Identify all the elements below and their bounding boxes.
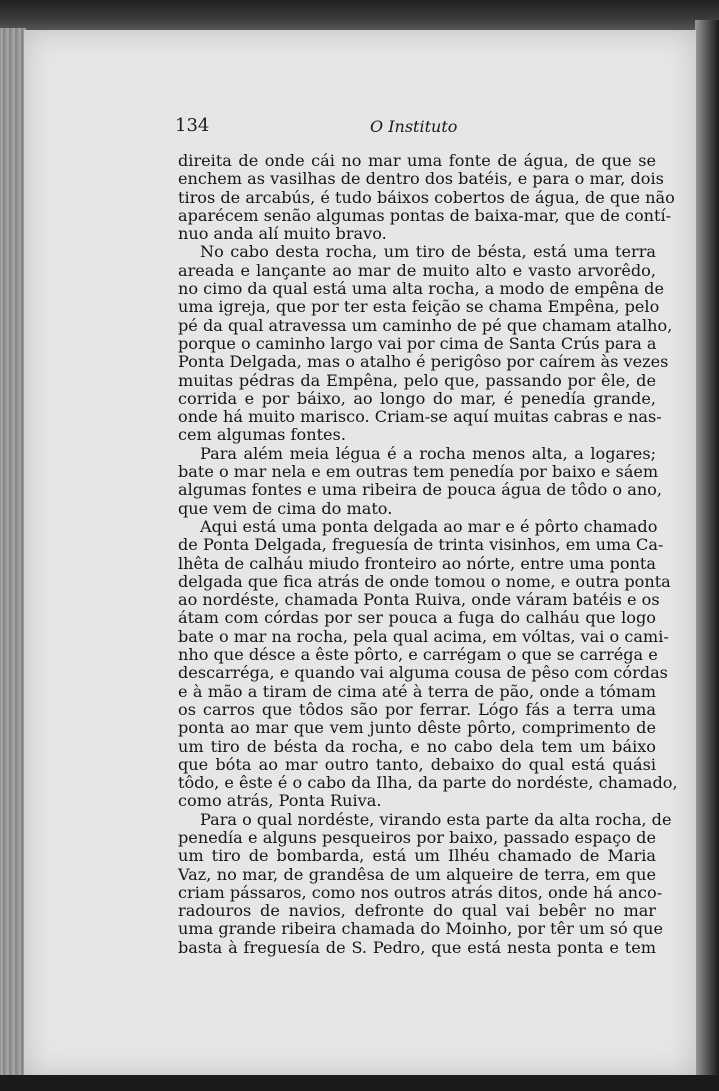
text-line: Aqui está uma ponta delgada ao mar e é pôrto chamado [200,516,658,536]
text-line: Vaz, no mar, de grandêsa de um alqueire de terra, em que [178,864,656,884]
text-line: que bóta ao mar outro tanto, debaixo do qual está quási [178,754,656,774]
book-top-edge [0,0,719,30]
book-bottom-edge [0,1075,719,1091]
text-line: muitas pédras da Empêna, pelo que, passando por êle, de [178,370,656,390]
text-line: bate o mar nela e em outras tem penedía por baixo e sáem [178,462,659,482]
text-line: enchem as vasilhas de dentro dos batéis, e para o mar, dois [178,169,664,189]
text-line: algumas fontes e uma ribeira de pouca água de tôdo o ano, [178,480,662,500]
book-spine-shadow-right [695,20,719,1091]
text-line: de Ponta Delgada, freguesía de trinta visinhos, em uma Ca- [178,535,664,555]
text-line: corrida e por báixo, ao longo do mar, é penedía grande, [178,388,656,408]
body-text [178,151,678,957]
text-line: no cimo da qual está uma alta rocha, a modo de empêna de [178,279,664,299]
text-line: que vem de cima do mato. [178,498,393,518]
text-line: Para além meia légua é a rocha menos alta, a logares; [200,443,656,463]
text-line: nho que désce a êste pôrto, e carrégam o que se carréga e [178,645,658,665]
text-line: criam pássaros, como nos outros atrás ditos, onde há anco- [178,882,663,902]
text-line: porque o caminho largo vai por cima de Santa Crús para a [178,333,657,353]
text-line: ponta ao mar que vem junto dêste pôrto, comprimento de [178,718,656,738]
paragraph [178,809,672,957]
page-header [175,115,657,141]
text-line: pé da qual atravessa um caminho de pé que chamam atalho, [178,315,673,335]
text-line: um tiro de bombarda, está um Ilhéu chamado de Maria [178,846,656,866]
text-line: descarréga, e quando vai alguma cousa de pêso com córdas [178,663,668,683]
book-page-edges-left [0,28,26,1091]
text-line: como atrás, Ponta Ruiva. [178,791,382,811]
text-line: aparécem senão algumas pontas de baixa-mar, que de contí- [178,205,672,225]
text-line: areada e lançante ao mar de muito alto e vasto arvorêdo, [178,260,656,280]
text-line: átam com córdas por ser pouca a fuga do calháu que logo [178,608,656,628]
running-title: O Instituto [370,117,458,136]
text-line: tôdo, e êste é o cabo da Ilha, da parte do nordéste, chamado, [178,773,678,793]
text-line: Ponta Delgada, mas o atalho é perigôso por caírem às vezes [178,352,669,372]
text-line: penedía e alguns pesqueiros por baixo, passado espaço de [178,827,656,847]
text-line: e à mão a tiram de cima até à terra de pão, onde a tómam [178,681,656,701]
text-line: direita de onde cái no mar uma fonte de água, de que se [178,151,656,170]
text-line: delgada que fica atrás de onde tomou o nome, e outra ponta [178,571,671,591]
text-line: radouros de navios, defronte do qual vai bebêr no mar [178,901,656,921]
text-line: os carros que tôdos são por ferrar. Lógo fás a terra uma [178,699,656,719]
text-line: onde há muito marisco. Criam-se aquí muitas cabras e nas- [178,407,662,427]
text-line: tiros de arcabús, é tudo báixos cobertos de água, de que não [178,187,675,207]
paragraph [178,516,678,811]
text-line: lhêta de calháu miudo fronteiro ao nórte, entre uma ponta [178,553,656,573]
text-line: bate o mar na rocha, pela qual acima, em vóltas, vai o cami- [178,626,669,646]
paragraph [178,242,673,445]
paragraph [178,151,675,244]
text-line: No cabo desta rocha, um tiro de bésta, está uma terra [200,242,656,262]
text-line: nuo anda alí muito bravo. [178,224,387,244]
text-line: uma igreja, que por ter esta feição se chama Empêna, pelo [178,297,660,317]
text-line: cem algumas fontes. [178,425,346,445]
page-number: 134 [175,115,210,136]
paragraph [178,443,662,518]
text-line: Para o qual nordéste, virando esta parte da alta rocha, de [200,809,672,829]
text-line: basta à freguesía de S. Pedro, que está nesta ponta e tem [178,937,656,957]
text-line: um tiro de bésta da rocha, e no cabo dela tem um báixo [178,736,656,756]
text-line: uma grande ribeira chamada do Moinho, por têr um só que [178,919,663,939]
text-line: ao nordéste, chamada Ponta Ruiva, onde váram batéis e os [178,590,660,610]
